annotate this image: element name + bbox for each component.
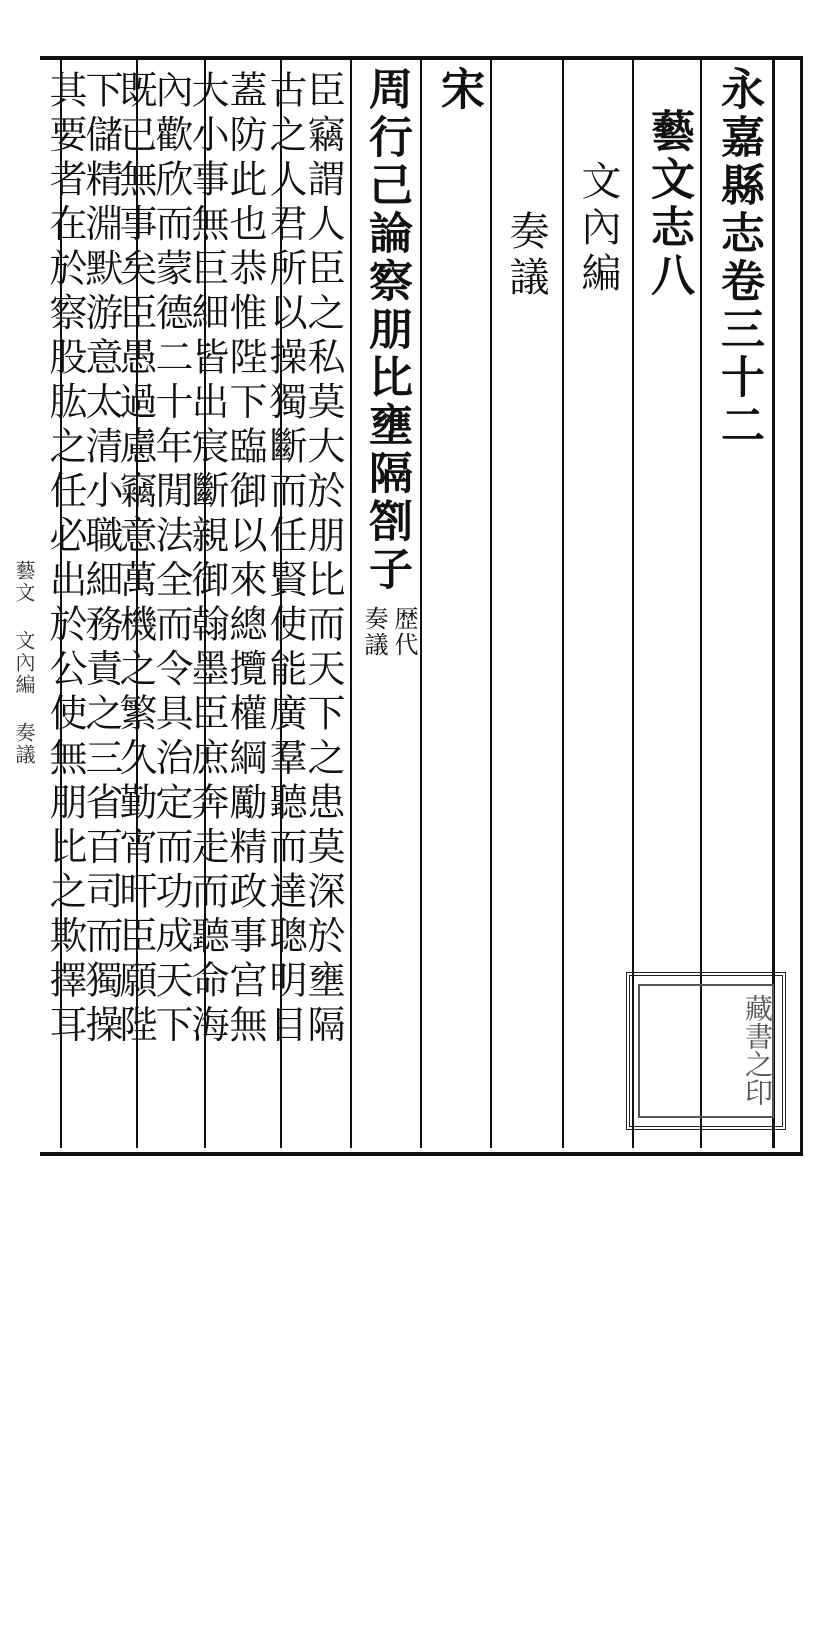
subsection-title: 文內編 (575, 160, 621, 298)
body-column-6: 既已無事矣臣愚過慮竊意萬機之繁久勤宵旰臣願陛 (113, 70, 157, 1049)
body-column-8: 其要者在於察股肱之任必出於公使無朋比之欺擇耳 (43, 70, 87, 1049)
column-rule (490, 60, 492, 1148)
body-column-5: 內歡欣而蒙德二十年閒法全而令具治定而功成天下 (149, 70, 193, 1049)
body-column-4: 大小事無巨細皆出宸斷親御翰墨臣庶奔走而聽命海 (185, 70, 229, 1049)
margin-label: 藝文 文內編 奏議 (12, 560, 36, 766)
body-column-3: 蓋防此也恭惟陛下臨御以來總攬權綱勵精政事宫無 (223, 70, 267, 1049)
category-title: 奏議 (503, 210, 549, 302)
body-column-7: 下儲精淵默游意太清小職細務責之三省百司而獨操 (79, 70, 123, 1049)
essay-title: 周行己論察朋比壅隔劄子 (361, 66, 412, 594)
volume-title: 永嘉縣志卷三十二 (713, 66, 764, 450)
essay-note: 歴代 (390, 606, 418, 658)
column-rule (562, 60, 564, 1148)
column-rule (420, 60, 422, 1148)
collector-seal (626, 972, 786, 1130)
body-column-1: 臣竊謂人臣之私莫大於朋比而天下之患莫深於壅隔 (301, 70, 345, 1049)
dynasty-label: 宋 (433, 66, 484, 114)
essay-note: 奏議 (360, 606, 388, 658)
body-column-2: 古之人君所以操獨斷而任賢使能廣羣聽而達聰明目 (263, 70, 307, 1049)
seal-text: 藏書之印 (741, 994, 774, 1106)
column-rule (350, 60, 352, 1148)
section-title: 藝文志八 (643, 108, 694, 300)
